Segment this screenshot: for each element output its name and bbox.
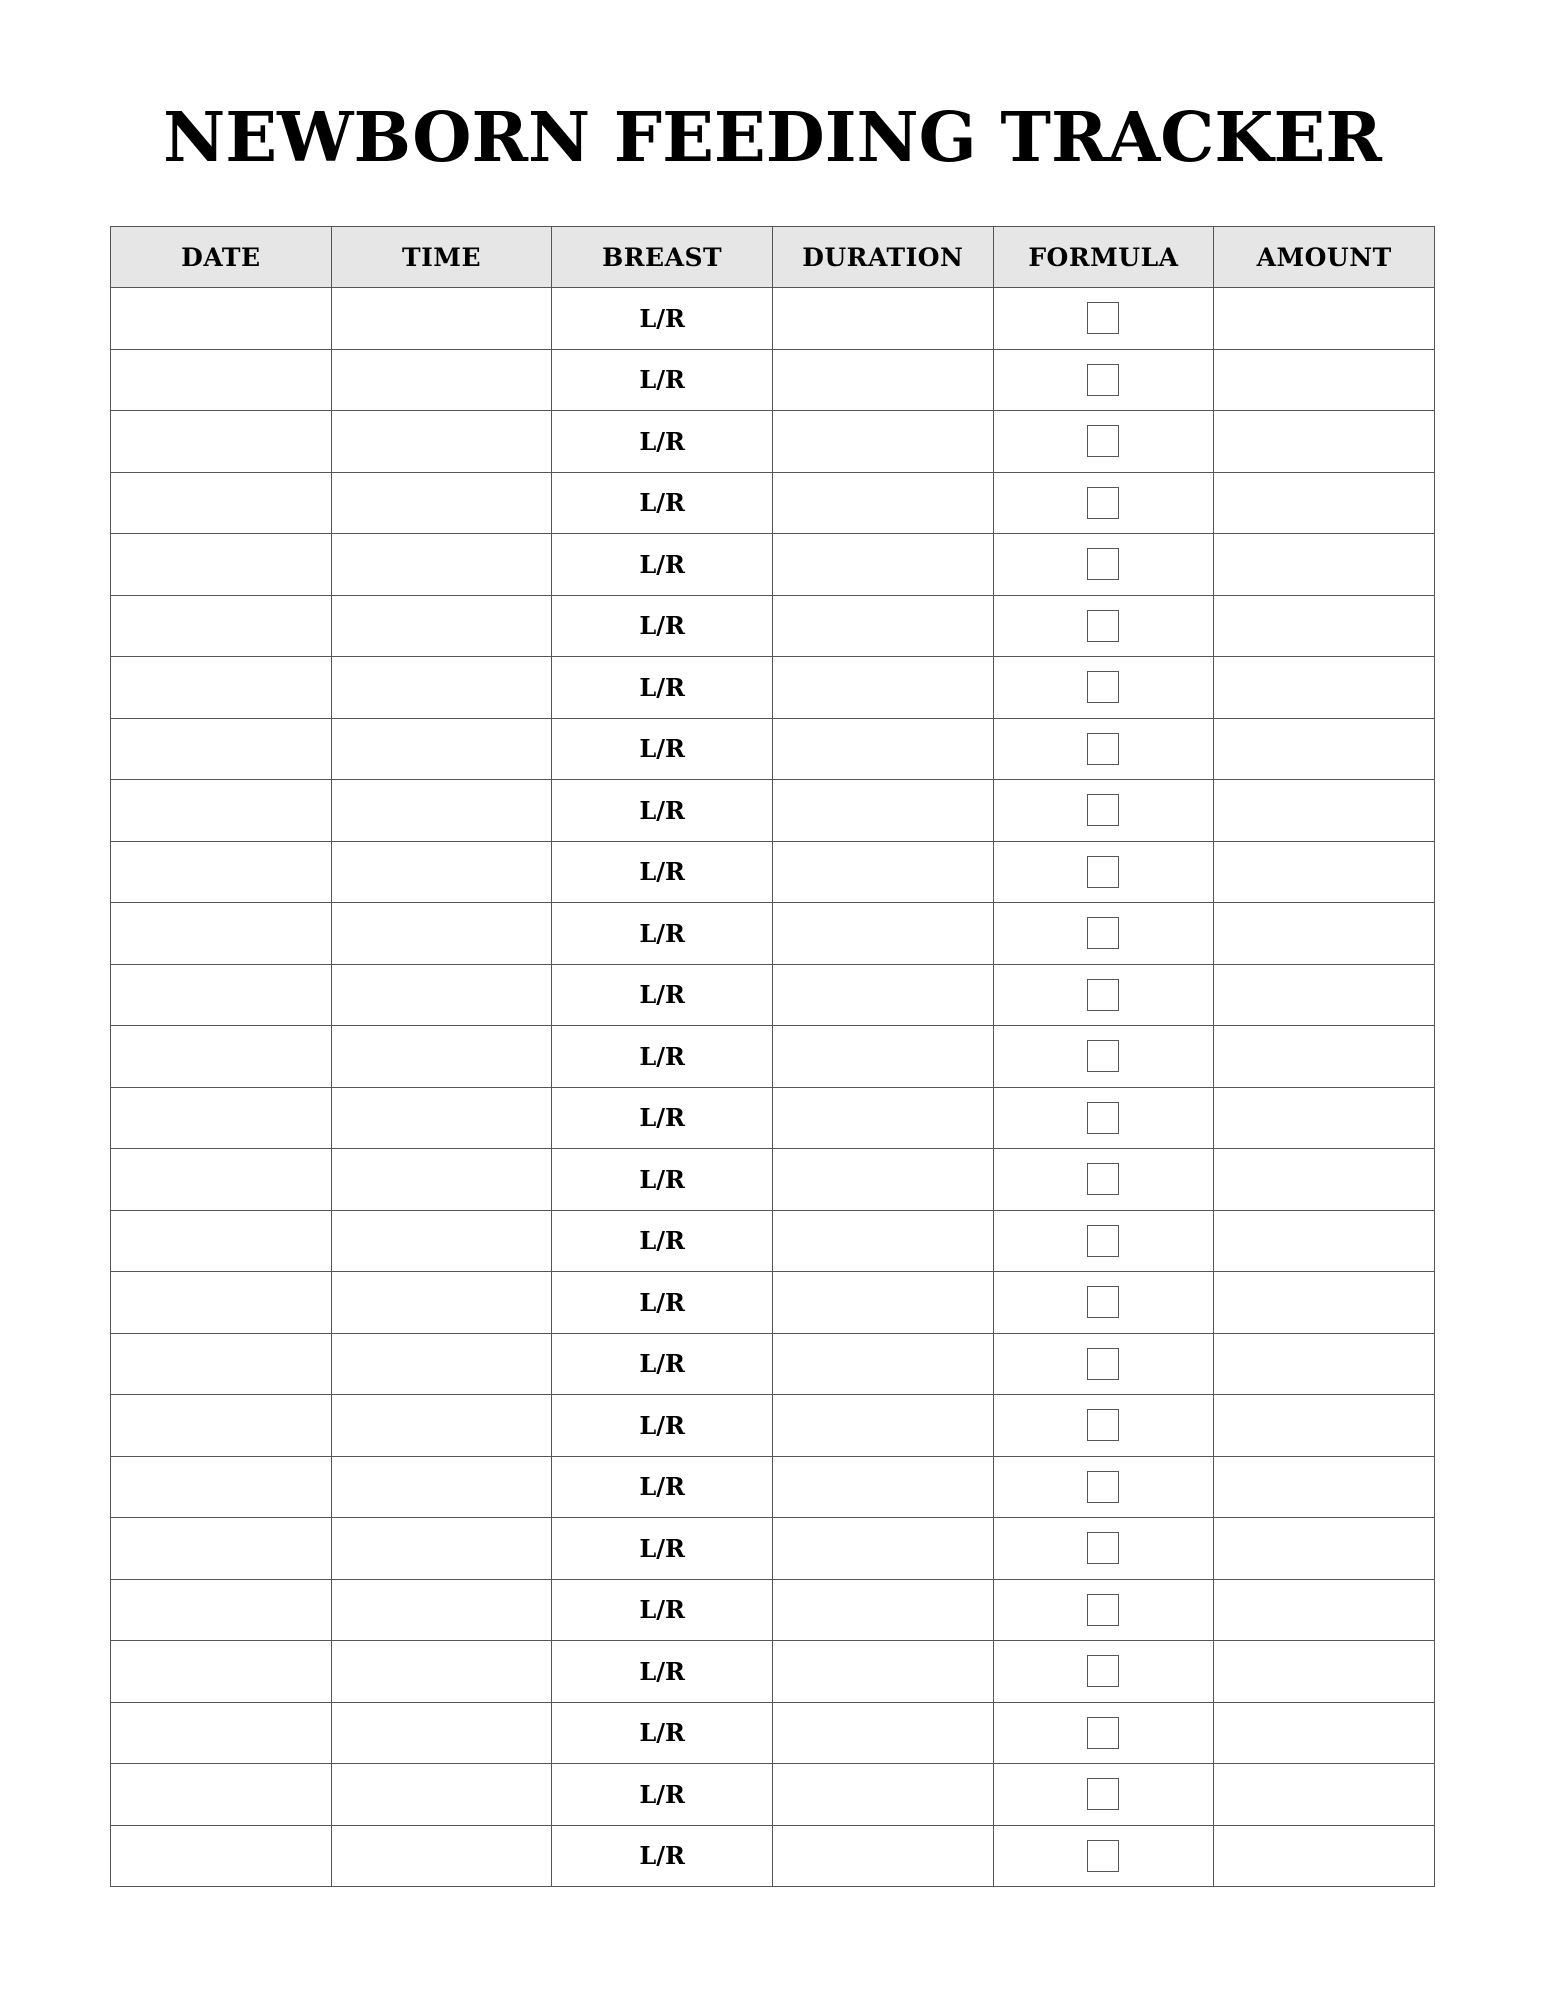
date-cell[interactable]	[111, 657, 332, 719]
duration-cell[interactable]	[772, 534, 993, 596]
time-cell[interactable]	[331, 1149, 552, 1211]
duration-cell[interactable]	[772, 1395, 993, 1457]
breast-side-label: L/R	[639, 1103, 685, 1133]
formula-cell	[993, 595, 1214, 657]
time-cell[interactable]	[331, 411, 552, 473]
time-cell[interactable]	[331, 1764, 552, 1826]
breast-side-label: L/R	[639, 1287, 685, 1317]
breast-cell[interactable]	[552, 657, 773, 719]
duration-cell[interactable]	[772, 1518, 993, 1580]
breast-side-label: L/R	[639, 918, 685, 948]
formula-checkbox-icon[interactable]	[1087, 1471, 1119, 1503]
amount-cell[interactable]	[1214, 1456, 1435, 1518]
formula-cell	[993, 411, 1214, 473]
formula-cell	[993, 288, 1214, 350]
amount-cell[interactable]	[1214, 718, 1435, 780]
feeding-tracker-table	[110, 226, 1435, 1887]
time-cell[interactable]	[331, 1702, 552, 1764]
formula-cell	[993, 1825, 1214, 1887]
formula-cell	[993, 1641, 1214, 1703]
breast-side-label: L/R	[639, 857, 685, 887]
date-cell[interactable]	[111, 903, 332, 965]
table-row	[111, 1272, 1435, 1334]
breast-side-label: L/R	[639, 488, 685, 518]
time-cell[interactable]	[331, 595, 552, 657]
breast-side-label: L/R	[639, 303, 685, 333]
formula-cell	[993, 1764, 1214, 1826]
formula-cell	[993, 1579, 1214, 1641]
formula-checkbox-icon[interactable]	[1087, 1102, 1119, 1134]
breast-cell[interactable]	[552, 718, 773, 780]
formula-checkbox-icon[interactable]	[1087, 1532, 1119, 1564]
table-row	[111, 903, 1435, 965]
duration-cell[interactable]	[772, 1702, 993, 1764]
duration-cell[interactable]	[772, 1579, 993, 1641]
breast-cell[interactable]	[552, 1702, 773, 1764]
amount-cell[interactable]	[1214, 1641, 1435, 1703]
time-cell[interactable]	[331, 1456, 552, 1518]
breast-side-label: L/R	[639, 1041, 685, 1071]
time-cell[interactable]	[331, 1087, 552, 1149]
duration-cell[interactable]	[772, 595, 993, 657]
formula-checkbox-icon[interactable]	[1087, 302, 1119, 334]
duration-cell[interactable]	[772, 1825, 993, 1887]
time-cell[interactable]	[331, 1395, 552, 1457]
breast-side-label: L/R	[639, 1656, 685, 1686]
table-row	[111, 349, 1435, 411]
duration-cell[interactable]	[772, 1272, 993, 1334]
breast-cell[interactable]	[552, 534, 773, 596]
amount-cell[interactable]	[1214, 472, 1435, 534]
date-cell[interactable]	[111, 288, 332, 350]
amount-cell[interactable]	[1214, 1579, 1435, 1641]
breast-side-label: L/R	[639, 1164, 685, 1194]
date-cell[interactable]	[111, 1764, 332, 1826]
date-cell[interactable]	[111, 1087, 332, 1149]
time-cell[interactable]	[331, 1825, 552, 1887]
time-cell[interactable]	[331, 472, 552, 534]
column-header-breast: BREAST	[552, 227, 773, 288]
duration-cell[interactable]	[772, 1026, 993, 1088]
date-cell[interactable]	[111, 1825, 332, 1887]
table-row	[111, 964, 1435, 1026]
breast-side-label: L/R	[639, 426, 685, 456]
amount-cell[interactable]	[1214, 964, 1435, 1026]
formula-cell	[993, 718, 1214, 780]
formula-cell	[993, 1702, 1214, 1764]
formula-cell	[993, 841, 1214, 903]
formula-cell	[993, 1395, 1214, 1457]
breast-cell[interactable]	[552, 1210, 773, 1272]
formula-checkbox-icon[interactable]	[1087, 1840, 1119, 1872]
formula-cell	[993, 1272, 1214, 1334]
breast-cell[interactable]	[552, 1579, 773, 1641]
time-cell[interactable]	[331, 1518, 552, 1580]
formula-cell	[993, 903, 1214, 965]
breast-side-label: L/R	[639, 795, 685, 825]
formula-cell	[993, 1026, 1214, 1088]
formula-checkbox-icon[interactable]	[1087, 1409, 1119, 1441]
table-row	[111, 1764, 1435, 1826]
formula-cell	[993, 964, 1214, 1026]
amount-cell[interactable]	[1214, 1149, 1435, 1211]
date-cell[interactable]	[111, 534, 332, 596]
formula-cell	[993, 1149, 1214, 1211]
duration-cell[interactable]	[772, 1149, 993, 1211]
breast-cell[interactable]	[552, 1087, 773, 1149]
time-cell[interactable]	[331, 1026, 552, 1088]
formula-cell	[993, 1456, 1214, 1518]
amount-cell[interactable]	[1214, 1026, 1435, 1088]
page-title: NEWBORN FEEDING TRACKER	[163, 98, 1382, 178]
breast-side-label: L/R	[639, 1718, 685, 1748]
breast-cell[interactable]	[552, 411, 773, 473]
breast-cell[interactable]	[552, 288, 773, 350]
breast-side-label: L/R	[639, 672, 685, 702]
formula-checkbox-icon[interactable]	[1087, 733, 1119, 765]
breast-cell[interactable]	[552, 780, 773, 842]
date-cell[interactable]	[111, 1210, 332, 1272]
date-cell[interactable]	[111, 1518, 332, 1580]
table-row	[111, 1579, 1435, 1641]
breast-cell[interactable]	[552, 964, 773, 1026]
amount-cell[interactable]	[1214, 349, 1435, 411]
date-cell[interactable]	[111, 411, 332, 473]
breast-cell[interactable]	[552, 1395, 773, 1457]
formula-checkbox-icon[interactable]	[1087, 671, 1119, 703]
formula-checkbox-icon[interactable]	[1087, 610, 1119, 642]
formula-checkbox-icon[interactable]	[1087, 794, 1119, 826]
table-row	[111, 1087, 1435, 1149]
formula-checkbox-icon[interactable]	[1087, 1040, 1119, 1072]
formula-cell	[993, 780, 1214, 842]
formula-checkbox-icon[interactable]	[1087, 1778, 1119, 1810]
breast-cell[interactable]	[552, 1518, 773, 1580]
amount-cell[interactable]	[1214, 1825, 1435, 1887]
time-cell[interactable]	[331, 841, 552, 903]
duration-cell[interactable]	[772, 1087, 993, 1149]
time-cell[interactable]	[331, 964, 552, 1026]
formula-cell	[993, 657, 1214, 719]
formula-checkbox-icon[interactable]	[1087, 1163, 1119, 1195]
breast-side-label: L/R	[639, 980, 685, 1010]
duration-cell[interactable]	[772, 964, 993, 1026]
table-row	[111, 472, 1435, 534]
duration-cell[interactable]	[772, 1456, 993, 1518]
table-row	[111, 1026, 1435, 1088]
table-row	[111, 534, 1435, 596]
date-cell[interactable]	[111, 1272, 332, 1334]
formula-checkbox-icon[interactable]	[1087, 979, 1119, 1011]
breast-side-label: L/R	[639, 1841, 685, 1871]
formula-checkbox-icon[interactable]	[1087, 1594, 1119, 1626]
date-cell[interactable]	[111, 1333, 332, 1395]
time-cell[interactable]	[331, 534, 552, 596]
date-cell[interactable]	[111, 1026, 332, 1088]
amount-cell[interactable]	[1214, 1518, 1435, 1580]
column-header-time: TIME	[331, 227, 552, 288]
formula-checkbox-icon[interactable]	[1087, 1717, 1119, 1749]
amount-cell[interactable]	[1214, 595, 1435, 657]
duration-cell[interactable]	[772, 349, 993, 411]
breast-cell[interactable]	[552, 1764, 773, 1826]
time-cell[interactable]	[331, 718, 552, 780]
formula-checkbox-icon[interactable]	[1087, 1225, 1119, 1257]
time-cell[interactable]	[331, 1210, 552, 1272]
formula-checkbox-icon[interactable]	[1087, 548, 1119, 580]
time-cell[interactable]	[331, 288, 552, 350]
duration-cell[interactable]	[772, 411, 993, 473]
table-row	[111, 288, 1435, 350]
formula-checkbox-icon[interactable]	[1087, 364, 1119, 396]
breast-side-label: L/R	[639, 1779, 685, 1809]
table-row	[111, 1456, 1435, 1518]
time-cell[interactable]	[331, 1272, 552, 1334]
formula-cell	[993, 534, 1214, 596]
time-cell[interactable]	[331, 903, 552, 965]
duration-cell[interactable]	[772, 780, 993, 842]
formula-checkbox-icon[interactable]	[1087, 917, 1119, 949]
table-body	[111, 288, 1435, 1887]
breast-side-label: L/R	[639, 1349, 685, 1379]
breast-side-label: L/R	[639, 1410, 685, 1440]
table-row	[111, 841, 1435, 903]
time-cell[interactable]	[331, 1641, 552, 1703]
time-cell[interactable]	[331, 657, 552, 719]
amount-cell[interactable]	[1214, 1764, 1435, 1826]
breast-side-label: L/R	[639, 549, 685, 579]
breast-side-label: L/R	[639, 1595, 685, 1625]
amount-cell[interactable]	[1214, 657, 1435, 719]
formula-cell	[993, 1333, 1214, 1395]
breast-cell[interactable]	[552, 1825, 773, 1887]
amount-cell[interactable]	[1214, 411, 1435, 473]
date-cell[interactable]	[111, 1395, 332, 1457]
formula-cell	[993, 349, 1214, 411]
date-cell[interactable]	[111, 718, 332, 780]
date-cell[interactable]	[111, 964, 332, 1026]
amount-cell[interactable]	[1214, 288, 1435, 350]
table-row	[111, 1641, 1435, 1703]
date-cell[interactable]	[111, 1702, 332, 1764]
breast-cell[interactable]	[552, 349, 773, 411]
breast-cell[interactable]	[552, 1026, 773, 1088]
column-header-formula: FORMULA	[993, 227, 1214, 288]
breast-side-label: L/R	[639, 1226, 685, 1256]
formula-cell	[993, 1518, 1214, 1580]
table-row	[111, 718, 1435, 780]
amount-cell[interactable]	[1214, 534, 1435, 596]
table-row	[111, 1210, 1435, 1272]
formula-checkbox-icon[interactable]	[1087, 1286, 1119, 1318]
date-cell[interactable]	[111, 841, 332, 903]
time-cell[interactable]	[331, 780, 552, 842]
date-cell[interactable]	[111, 1579, 332, 1641]
formula-checkbox-icon[interactable]	[1087, 1348, 1119, 1380]
breast-side-label: L/R	[639, 1533, 685, 1563]
table-row	[111, 657, 1435, 719]
duration-cell[interactable]	[772, 1333, 993, 1395]
date-cell[interactable]	[111, 472, 332, 534]
table-row	[111, 1518, 1435, 1580]
date-cell[interactable]	[111, 1641, 332, 1703]
duration-cell[interactable]	[772, 288, 993, 350]
date-cell[interactable]	[111, 780, 332, 842]
formula-checkbox-icon[interactable]	[1087, 1655, 1119, 1687]
duration-cell[interactable]	[772, 1764, 993, 1826]
formula-checkbox-icon[interactable]	[1087, 425, 1119, 457]
formula-checkbox-icon[interactable]	[1087, 856, 1119, 888]
table-header-row	[111, 227, 1435, 288]
amount-cell[interactable]	[1214, 903, 1435, 965]
table-row	[111, 1333, 1435, 1395]
breast-cell[interactable]	[552, 595, 773, 657]
amount-cell[interactable]	[1214, 1210, 1435, 1272]
date-cell[interactable]	[111, 1456, 332, 1518]
date-cell[interactable]	[111, 1149, 332, 1211]
time-cell[interactable]	[331, 349, 552, 411]
breast-cell[interactable]	[552, 1149, 773, 1211]
amount-cell[interactable]	[1214, 780, 1435, 842]
duration-cell[interactable]	[772, 1641, 993, 1703]
formula-cell	[993, 1087, 1214, 1149]
duration-cell[interactable]	[772, 903, 993, 965]
time-cell[interactable]	[331, 1333, 552, 1395]
duration-cell[interactable]	[772, 841, 993, 903]
breast-cell[interactable]	[552, 1333, 773, 1395]
formula-cell	[993, 1210, 1214, 1272]
table-row	[111, 1149, 1435, 1211]
breast-side-label: L/R	[639, 1472, 685, 1502]
breast-cell[interactable]	[552, 841, 773, 903]
amount-cell[interactable]	[1214, 841, 1435, 903]
table-row	[111, 1395, 1435, 1457]
table-row	[111, 1702, 1435, 1764]
formula-checkbox-icon[interactable]	[1087, 487, 1119, 519]
table-row	[111, 780, 1435, 842]
date-cell[interactable]	[111, 595, 332, 657]
amount-cell[interactable]	[1214, 1702, 1435, 1764]
duration-cell[interactable]	[772, 472, 993, 534]
breast-cell[interactable]	[552, 1456, 773, 1518]
breast-side-label: L/R	[639, 611, 685, 641]
breast-cell[interactable]	[552, 1272, 773, 1334]
column-header-amount: AMOUNT	[1214, 227, 1435, 288]
formula-cell	[993, 472, 1214, 534]
date-cell[interactable]	[111, 349, 332, 411]
breast-cell[interactable]	[552, 472, 773, 534]
column-header-date: DATE	[111, 227, 332, 288]
duration-cell[interactable]	[772, 718, 993, 780]
column-header-duration: DURATION	[772, 227, 993, 288]
duration-cell[interactable]	[772, 1210, 993, 1272]
breast-side-label: L/R	[639, 365, 685, 395]
table-row	[111, 595, 1435, 657]
breast-side-label: L/R	[639, 734, 685, 764]
table-row	[111, 1825, 1435, 1887]
time-cell[interactable]	[331, 1579, 552, 1641]
amount-cell[interactable]	[1214, 1333, 1435, 1395]
duration-cell[interactable]	[772, 657, 993, 719]
amount-cell[interactable]	[1214, 1395, 1435, 1457]
table-row	[111, 411, 1435, 473]
amount-cell[interactable]	[1214, 1272, 1435, 1334]
breast-cell[interactable]	[552, 903, 773, 965]
breast-cell[interactable]	[552, 1641, 773, 1703]
amount-cell[interactable]	[1214, 1087, 1435, 1149]
